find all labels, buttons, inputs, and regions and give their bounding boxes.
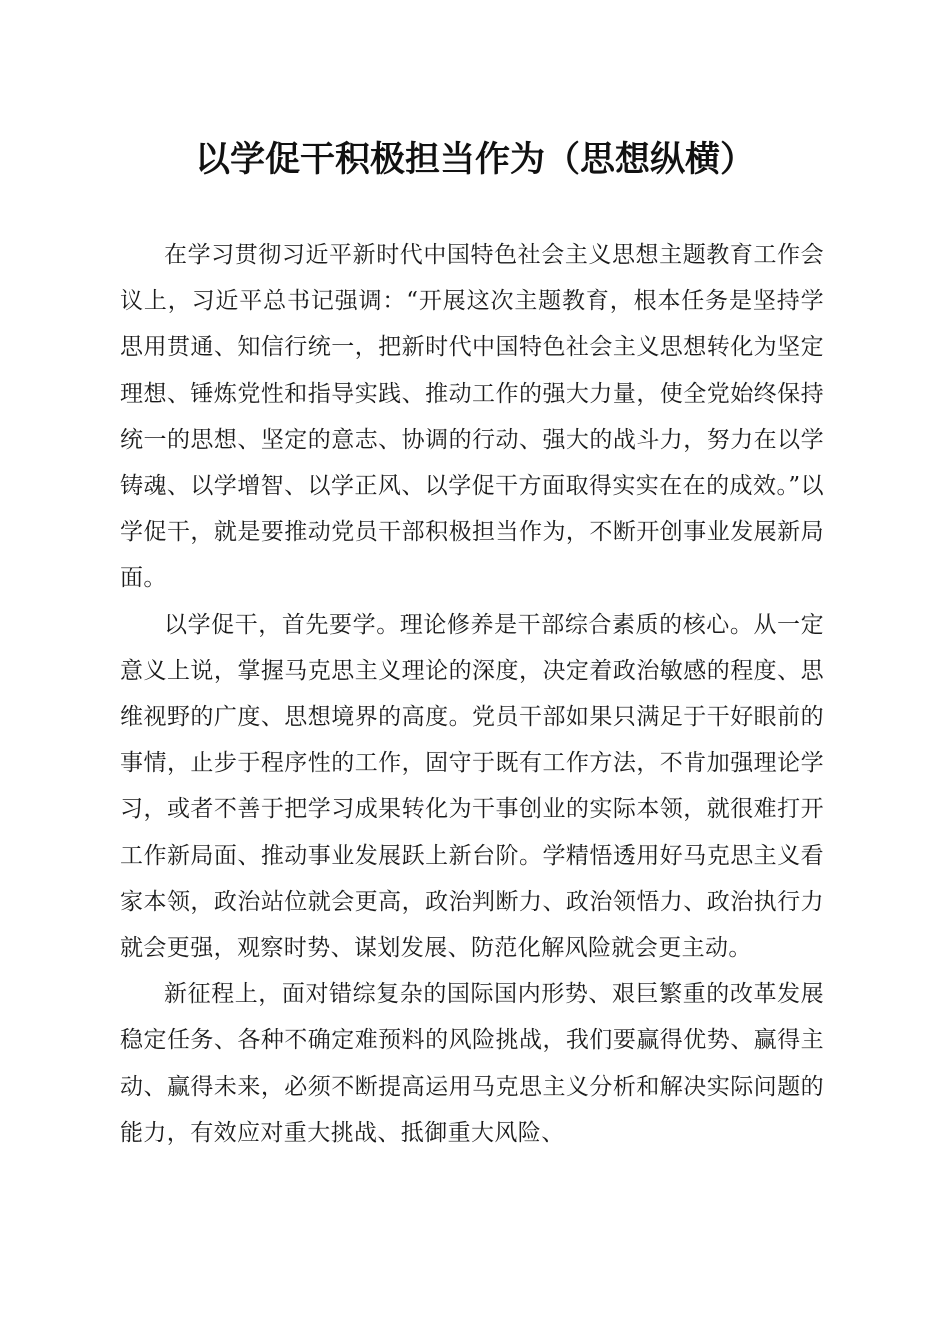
document-title: 以学促干积极担当作为（思想纵横） [194,139,755,180]
paragraph-2: 以学促干，首先要学。理论修养是干部综合素质的核心。从一定意义上说，掌握马克思主义理论的深度，决定着政治敏感的程度、思维视野的广度、思想境界的高度。党员干部如果只满足于干好眼前的事情，止步于程序性的工作，固守于既有工作方法，不肯加强理论学习，或者不善于把学习成果转化为干事创业的实际本领，就很难打开工作新局面、推动事业发展跃上新台阶。学精悟透用好马克思主义看家本领，政治站位就会更高，政治判断力、政治领悟力、政治执行力就会更强，观察时势、谋划发展、防范化解风险就会更主动。 [120,611,824,962]
paragraph-3: 新征程上，面对错综复杂的国际国内形势、艰巨繁重的改革发展稳定任务、各种不确定难预料的风险挑战，我们要赢得优势、赢得主动、赢得未来，必须不断提高运用马克思主义分析和解决实际问题的能力，有效应对重大挑战、抵御重大风险、 [120,981,824,1146]
document-body [120,232,824,1156]
paragraph-1: 在学习贯彻习近平新时代中国特色社会主义思想主题教育工作会议上，习近平总书记强调：“开展这次主题教育，根本任务是坚持学思用贯通、知信行统一，把新时代中国特色社会主义思想转化为坚定理想、锤炼党性和指导实践、推动工作的强大力量，使全党始终保持统一的思想、坚定的意志、协调的行动、强大的战斗力，努力在以学铸魂、以学增智、以学正风、以学促干方面取得实实在在的成效。”以学促干，就是要推动党员干部积极担当作为，不断开创事业发展新局面。 [120,242,824,592]
